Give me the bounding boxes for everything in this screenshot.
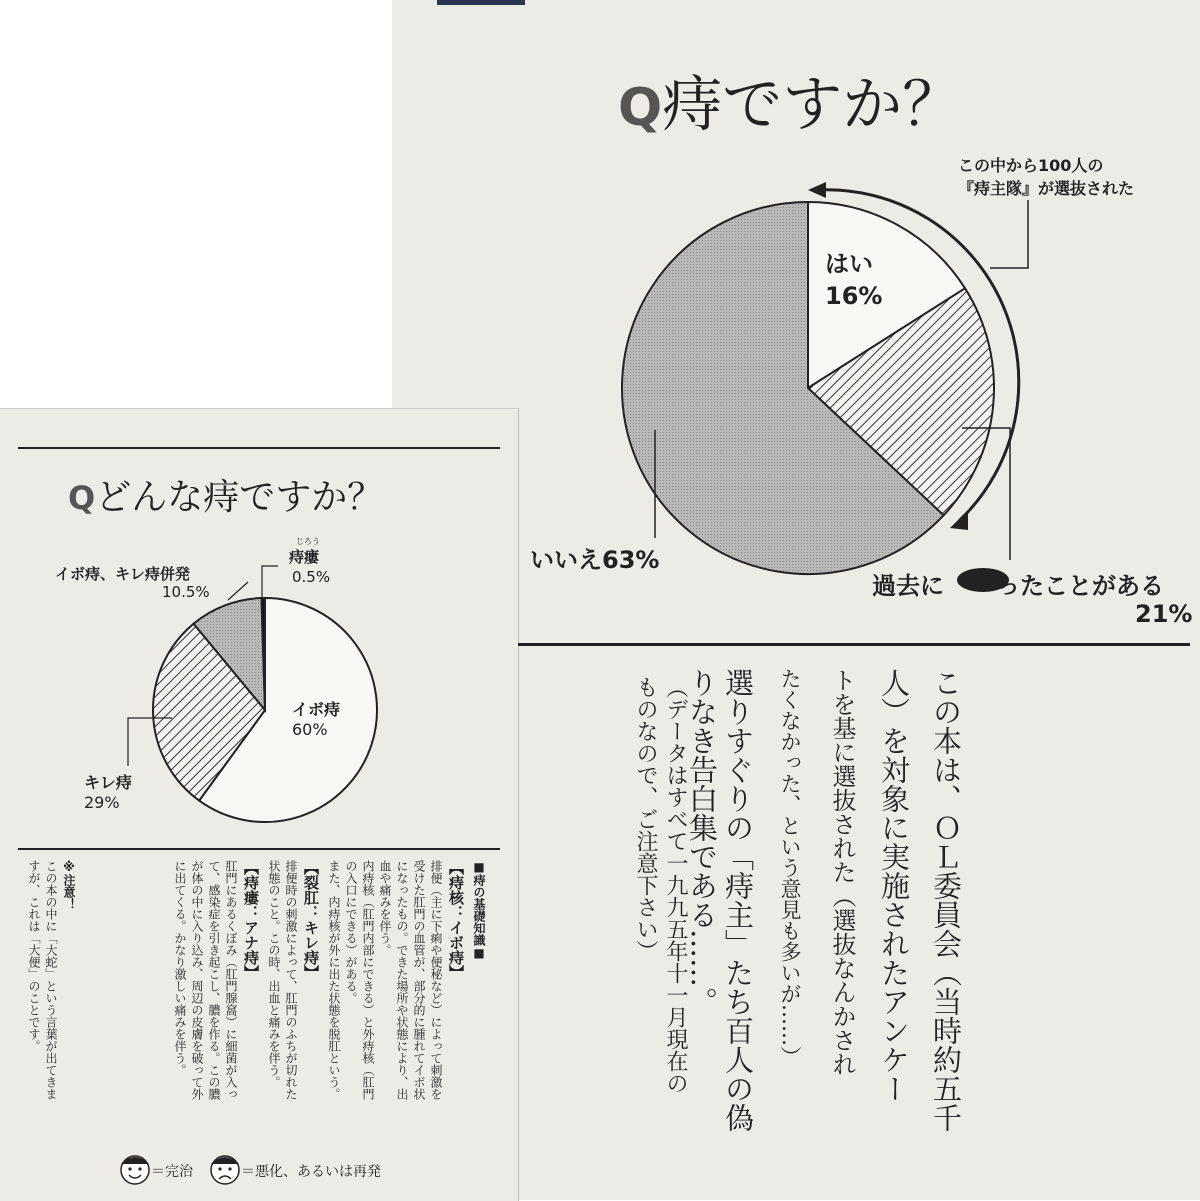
note-col-2: 【痔核：イボ痔】 [447,860,465,980]
note-col-10: 【裂肛：キレ痔】 [302,860,320,980]
note-col-16: が体の中に入り込み、周辺の皮膚を破って外 [190,860,204,1100]
no-label: いいえ63% [530,546,660,574]
note-col-13: 【痔瘻：アナ痔】 [242,860,260,980]
yes-percent: 16% [825,282,883,310]
bottom-pie-chart [153,598,377,822]
jiro-percent: 0.5% [292,568,331,586]
note-col-15: て、感染症を引き起こし、膿を作る。この膿 [207,860,221,1100]
ibo-percent: 60% [292,720,328,739]
annotation-line-1: この中から100人の [958,156,1104,175]
note-col-12: 状態のこと。この時、出血と痛みを伴う。 [267,860,281,1088]
main-col-3: トを基に選抜された（選抜なんかされ [828,668,856,1076]
kire-label: キレ痔 [84,773,132,792]
both-leader [228,582,248,600]
arc-arrowhead-bottom [950,510,968,530]
rule-right-mid [518,643,1190,646]
past-label [872,566,1164,601]
note-col-14: 肛門にあるくぼみ（肛門腺窩）に細菌が入っ [224,860,238,1100]
happy-face-icon [121,1156,149,1184]
main-col-8: ものなので、ご注意下さい） [633,676,658,962]
main-col-4: たくなかった、という意見も多いが……） [778,668,802,1067]
top-title-text: 痔ですか？ [662,70,963,140]
jiro-label: 痔瘻 [289,548,320,566]
note-col-17: に出てくる。かなり激しい痛みを伴う。 [173,860,187,1076]
note-col-8: の入口にできる）がある。 [344,860,358,1004]
past-percent: 21% [1135,600,1193,628]
annotation-line-2: 『痔主隊』が選抜された [958,179,1135,198]
yes-label: はい [825,250,873,278]
ibo-label: イボ痔 [292,700,341,719]
note-col-11: 排便時の刺激によって、肛門のふちが切れた [284,860,298,1100]
both-percent: 10.5% [162,583,210,601]
main-col-5: 選りすぐりの「痔主」たち百人の偽 [721,668,755,1132]
sad-face-icon [211,1156,239,1184]
top-chart-title [618,70,962,143]
bottom-title-q: Q [68,479,96,517]
note-col-6: 血や痛みを伴う。 [378,860,392,956]
main-col-7: （データはすべて一九九五年十一月現在の [663,676,688,1094]
note-col-3: 排便（主に下痢や便秘など）によって刺激を [429,860,443,1100]
main-col-6: りなき告白集である……。 [685,668,719,1016]
kire-percent: 29% [84,793,120,812]
jiro-ruby: じろう [296,537,320,546]
note-col-9: また、内痔核が外に出た状態を脱肛という。 [327,860,341,1100]
top-pie-chart [622,202,994,574]
annotation-leader [990,200,1028,268]
note-col-1: ■痔の基礎知識■ [472,860,486,960]
bottom-title-text: どんな痔ですか？ [95,477,384,518]
legend-worse: ＝悪化、あるいは再発 [241,1164,381,1180]
note-col-4: 受けた肛門の血管が、部分的に腫れてイボ状 [412,860,426,1100]
past-label-b: ったことがある [996,572,1164,600]
rule-left-mid [18,848,500,850]
past-label-a: 過去に [872,572,944,600]
note-col-18: ※注意！ [62,860,76,910]
arc-arrowhead-top [808,182,826,198]
rule-left-top [18,447,500,449]
note-col-5: になったもの。できた場所や状態により、出 [395,860,409,1100]
note-col-20: すが、これは「大便」のことです。 [27,860,41,1052]
top-title-q: Q [618,78,663,138]
jiro-leader [262,566,278,598]
note-col-7: 内痔核（肛門内部にできる）と外痔核（肛門 [361,860,375,1100]
note-col-19: この本の中に「大蛇」という言葉が出てきま [44,860,58,1100]
bottom-chart-title [68,476,383,520]
main-col-1: この本は、ＯＬ委員会（当時約五千 [929,668,963,1132]
legend-cured: ＝完治 [151,1164,193,1180]
main-col-2: 人）を対象に実施されたアンケー [877,668,911,1103]
both-label: イボ痔、キレ痔併発 [55,565,190,583]
